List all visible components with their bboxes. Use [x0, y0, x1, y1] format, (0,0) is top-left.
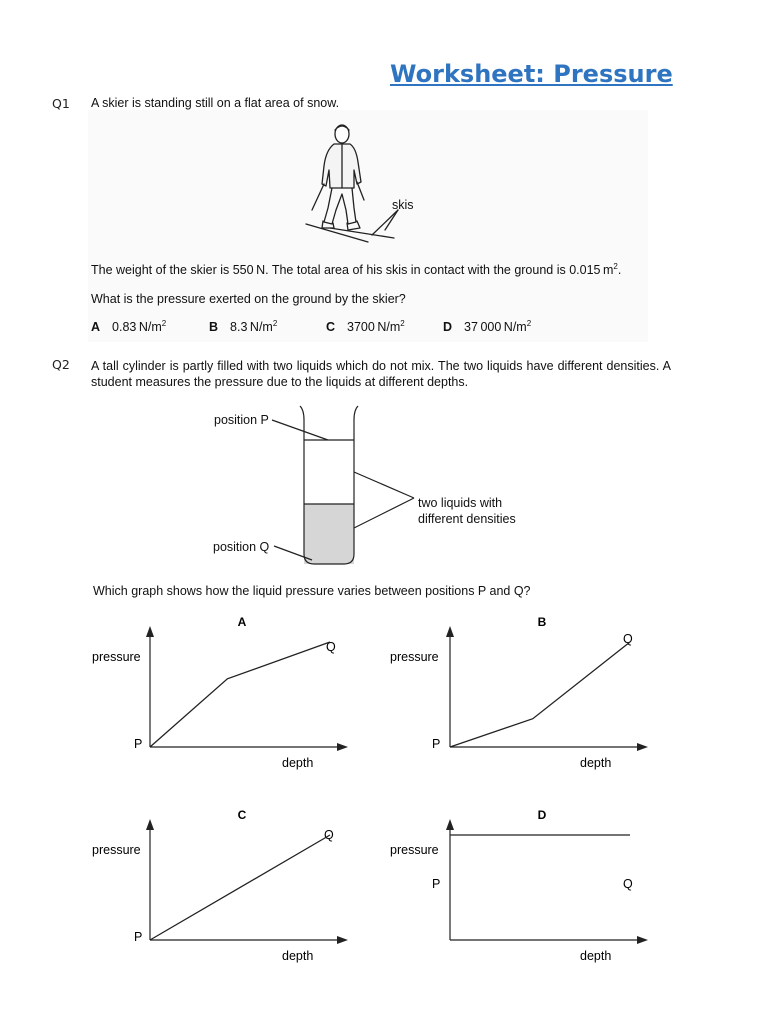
graph-title: C: [237, 808, 247, 822]
x-axis-label: depth: [282, 756, 314, 770]
q2-number: Q2: [52, 357, 70, 372]
y-axis-label: pressure: [92, 650, 141, 664]
q1-option-b[interactable]: B 8.3 $N/m^2$: [209, 319, 278, 335]
y-axis-arrow: [146, 819, 154, 830]
x-axis-arrow: [337, 936, 348, 944]
end-label: Q: [623, 632, 633, 646]
q1-question: What is the pressure exerted on the ground by the skier?: [91, 292, 406, 306]
q1-option-a[interactable]: A 0.83 $N/m^2$: [91, 319, 167, 335]
worksheet-title: Worksheet: Pressure: [390, 60, 673, 88]
x-axis-label: depth: [580, 756, 612, 770]
graph-title: A: [237, 615, 247, 629]
liquids-label-line2: different densities: [418, 512, 516, 526]
data-line: [450, 642, 630, 747]
graph-b[interactable]: [380, 610, 670, 780]
q2-intro: A tall cylinder is partly filled with two liquids which do not mix. The two liquids have different densities. A student measures the pressure due to the liquids at different depths.: [91, 359, 671, 389]
y-axis-arrow: [146, 626, 154, 637]
graph-title: B: [537, 615, 547, 629]
q2-question: Which graph shows how the liquid pressure varies between positions P and Q?: [93, 584, 531, 598]
skier-illustration: [290, 118, 440, 248]
q1-option-d[interactable]: D 37 000 $N/m^2$: [443, 319, 532, 335]
q1-statement: The weight of the skier is 550 N. The total area of his skis in contact with the ground is 0.015 $m^2$.: [91, 262, 622, 278]
start-label: P: [432, 737, 441, 751]
x-axis-label: depth: [282, 949, 314, 963]
x-axis-arrow: [337, 743, 348, 751]
skis-label: skis: [392, 198, 414, 212]
x-axis-arrow: [637, 936, 648, 944]
x-axis-arrow: [637, 743, 648, 751]
start-label: P: [134, 737, 143, 751]
start-label: P: [432, 877, 441, 891]
graph-d[interactable]: [380, 803, 670, 973]
q1-option-c[interactable]: C 3700 $N/m^2$: [326, 319, 405, 335]
y-axis-label: pressure: [390, 650, 439, 664]
y-axis-arrow: [446, 819, 454, 830]
q1-intro: A skier is standing still on a flat area of snow.: [91, 96, 340, 110]
graph-a[interactable]: [80, 610, 370, 780]
y-axis-label: pressure: [92, 843, 141, 857]
q1-number: Q1: [52, 96, 70, 111]
start-label: P: [134, 930, 143, 944]
position-p-label: position P: [214, 413, 269, 427]
data-line: [150, 835, 330, 940]
y-axis-label: pressure: [390, 843, 439, 857]
end-label: Q: [623, 877, 633, 891]
data-line: [150, 642, 330, 747]
graph-c[interactable]: [80, 803, 370, 973]
liquids-label-line1: two liquids with: [418, 496, 503, 510]
y-axis-arrow: [446, 626, 454, 637]
position-q-label: position Q: [213, 540, 270, 554]
end-label: Q: [326, 640, 336, 654]
graph-title: D: [537, 808, 547, 822]
end-label: Q: [324, 828, 334, 842]
x-axis-label: depth: [580, 949, 612, 963]
